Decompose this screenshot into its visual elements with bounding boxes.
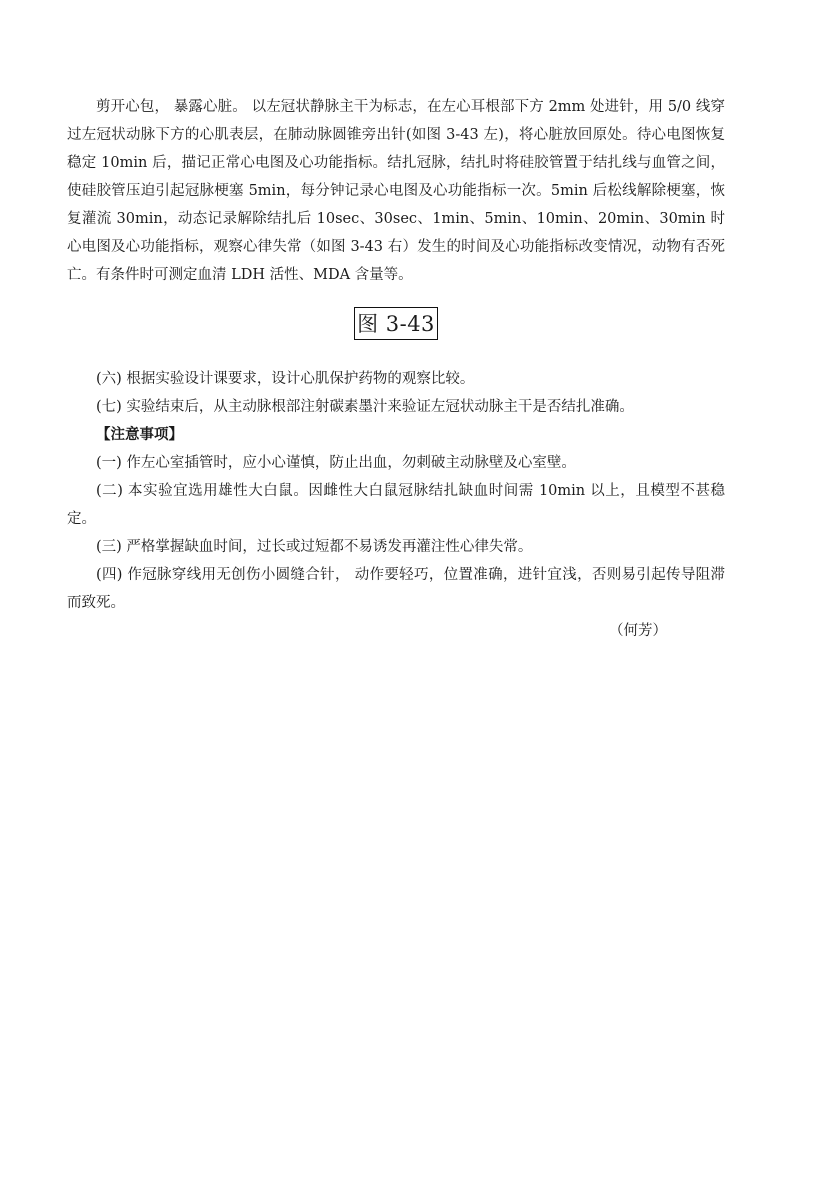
note-item-2: (二) 本实验宜选用雄性大白鼠。因雌性大白鼠冠脉结扎缺血时间需 10min 以上，且模型不甚稳定。 <box>67 483 725 527</box>
note-item-1: (一) 作左心室插管时，应小心谨慎，防止出血，勿刺破主动脉壁及心室壁。 <box>96 455 576 471</box>
author-signature: （何芳） <box>609 623 667 639</box>
notes-heading: 【注意事项】 <box>96 426 183 443</box>
figure-placeholder <box>67 307 725 343</box>
step-7: (七) 实验结束后，从主动脉根部注射碳素墨汁来验证左冠状动脉主干是否结扎准确。 <box>96 399 634 415</box>
note-item-3: (三) 严格掌握缺血时间，过长或过短都不易诱发再灌注性心律失常。 <box>96 539 533 555</box>
document-page <box>67 93 725 645</box>
step-6: (六) 根据实验设计课要求，设计心肌保护药物的观察比较。 <box>96 371 475 387</box>
figure-label: 图 3-43 <box>354 307 438 340</box>
procedure-paragraph: 剪开心包， 暴露心脏。 以左冠状静脉主干为标志，在左心耳根部下方 2mm 处进针，用 5/0 线穿过左冠状动脉下方的心肌表层，在肺动脉圆锥旁出针(如图 3-43 左)，将心脏放回原处。待心电图恢复稳定 10min 后，描记正常心电图及心功能指标。结扎冠脉，结扎时将硅胶管置于结扎线与血管之间，使硅胶管压迫引起冠脉梗塞 5min，每分钟记录心电图及心功能指标一次。5min 后松线解除梗塞，恢复灌流 30min，动态记录解除结扎后 10sec、30sec、1min、5min、10min、20min、30min 时心电图及心功能指标，观察心律失常（如图 3-43 右）发生的时间及心功能指标改变情况，动物有否死亡。有条件时可测定血清 LDH 活性、MDA 含量等。 <box>67 99 725 283</box>
note-item-4: (四) 作冠脉穿线用无创伤小圆缝合针， 动作要轻巧，位置准确，进针宜浅，否则易引起传导阻滞而致死。 <box>67 567 725 611</box>
